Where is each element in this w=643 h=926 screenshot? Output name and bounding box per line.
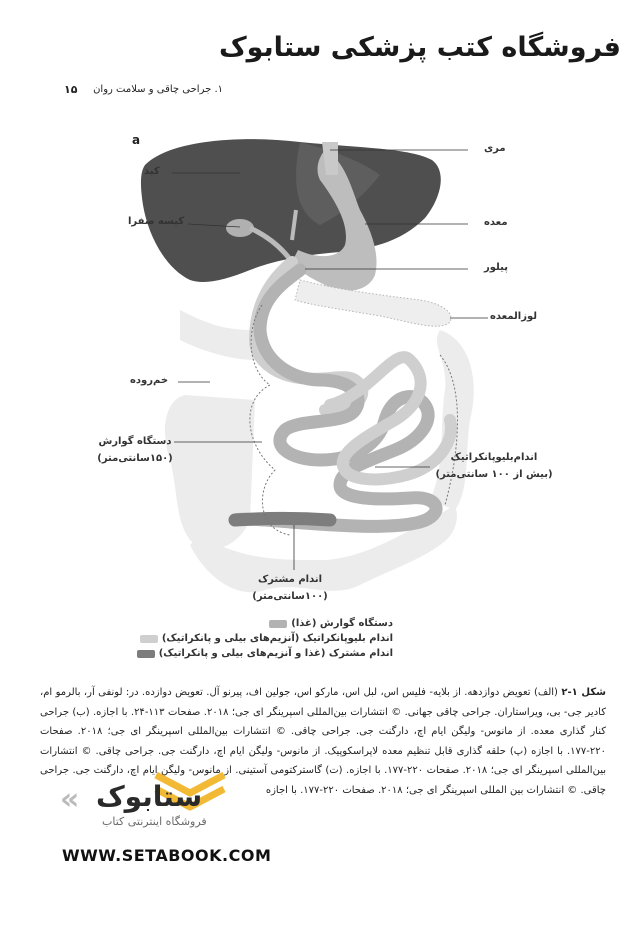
brand-url[interactable]: WWW.SETABOOK.COM	[62, 846, 272, 865]
gallbladder-shape	[226, 219, 254, 237]
chevrons-icon: «	[60, 782, 80, 817]
label-alimentary-limb	[95, 433, 175, 467]
legend-swatch	[140, 635, 158, 643]
running-head: ۱. جراحی چاقی و سلامت روان	[93, 84, 223, 95]
label-common-channel	[240, 571, 340, 605]
label-biliopancreatic-limb	[434, 449, 554, 483]
label-stomach: معده	[484, 217, 508, 228]
common-channel-length: (۱۰۰سانتی‌متر)	[252, 591, 328, 602]
legend-swatch	[269, 620, 287, 628]
alimentary-limb-length: (۱۵۰سانتی‌متر)	[97, 453, 173, 464]
alimentary-limb-name: دستگاه گوارش	[98, 436, 172, 447]
pancreas-shape	[295, 280, 451, 326]
label-pylorus: پیلور	[484, 262, 508, 273]
brand-name: ستابوک	[96, 780, 203, 813]
brand-tagline: فروشگاه اینترنتی کتاب	[102, 815, 207, 828]
common-channel-name: اندام مشترک	[257, 574, 323, 585]
legend-label: دستگاه گوارش (غذا)	[291, 618, 393, 629]
caption-text: (الف) تعویض دوازدهه. از بلایه- فلیس اس، لبل اس، مارکو اس، جولین اف، پیرنو آل. تعویض دوازده. در: لونفی آر، بالرمو ام، کادیر جی- بی، ویراستاران. جراحی چاقی جهانی. © انتشارات بین‌المللی اسپرینگر ای جی؛ ۲۰۱۸. صفحات ۱۱۳-۲۴. با اجازه. (ب) جراحی کنار گذاری معده. از مانوس- ولیگن ایام اچ، دارگنت جی. جراحی چاقی. © انتشارات بین‌المللی اسپرینگر ای جی؛ ۲۰۱۸. صفحات ۲۲۰-۱۷۷. با اجازه (پ) حلقه گذاری قابل تنظیم معده لاپراسکوپیک. از مانوس- ولیگن ایام اچ، دارگنت جی. جراحی چاقی. © انتشارات بین‌المللی اسپرینگر ای جی؛ ۲۰۱۸. صفحات ۲۲۰-۱۷۷. با اجازه. (ت) گاسترکتومی آستینی. از مانوس- ولیگن ایام اچ، دارگنت جی. جراحی چاقی. © انتشارات بین المللی اسپرینگر ای جی؛ ۲۰۱۸. صفحات ۲۲۰-۱۷۷. با اجازه	[40, 687, 606, 796]
legend-label: اندام بلیوپانکراتیک (آنزیم‌های بیلی و پانکراتیک)	[161, 633, 393, 644]
legend-label: اندام مشترک (غذا و آنزیم‌های بیلی و پانکراتیک)	[158, 648, 393, 659]
label-liver: کبد	[144, 166, 160, 177]
legend-item-common	[137, 648, 393, 659]
label-pancreas: لوزالمعده	[490, 311, 537, 322]
biliopancreatic-limb-length: (بیش از ۱۰۰ سانتی‌متر)	[435, 469, 553, 480]
legend-swatch	[137, 650, 155, 658]
common-channel-shape	[235, 519, 330, 521]
page-number: ۱۵	[64, 83, 78, 96]
large-intestine-shape	[165, 310, 474, 592]
figure-panel-letter: a	[132, 133, 141, 147]
label-esophagus: مری	[484, 143, 506, 154]
figure-legend	[137, 618, 393, 659]
label-gallbladder: کیسه صفرا	[128, 216, 185, 227]
store-title: فروشگاه کتب پزشکی ستابوک	[218, 32, 621, 63]
label-omentum: خم‌روده	[130, 375, 169, 386]
legend-item-biliopancreatic	[140, 633, 393, 644]
caption-label: شکل ۱-۲	[561, 687, 606, 698]
legend-item-alimentary	[269, 618, 393, 629]
biliopancreatic-limb-name: اندام‌بلیوپانکراتیک	[450, 452, 538, 463]
